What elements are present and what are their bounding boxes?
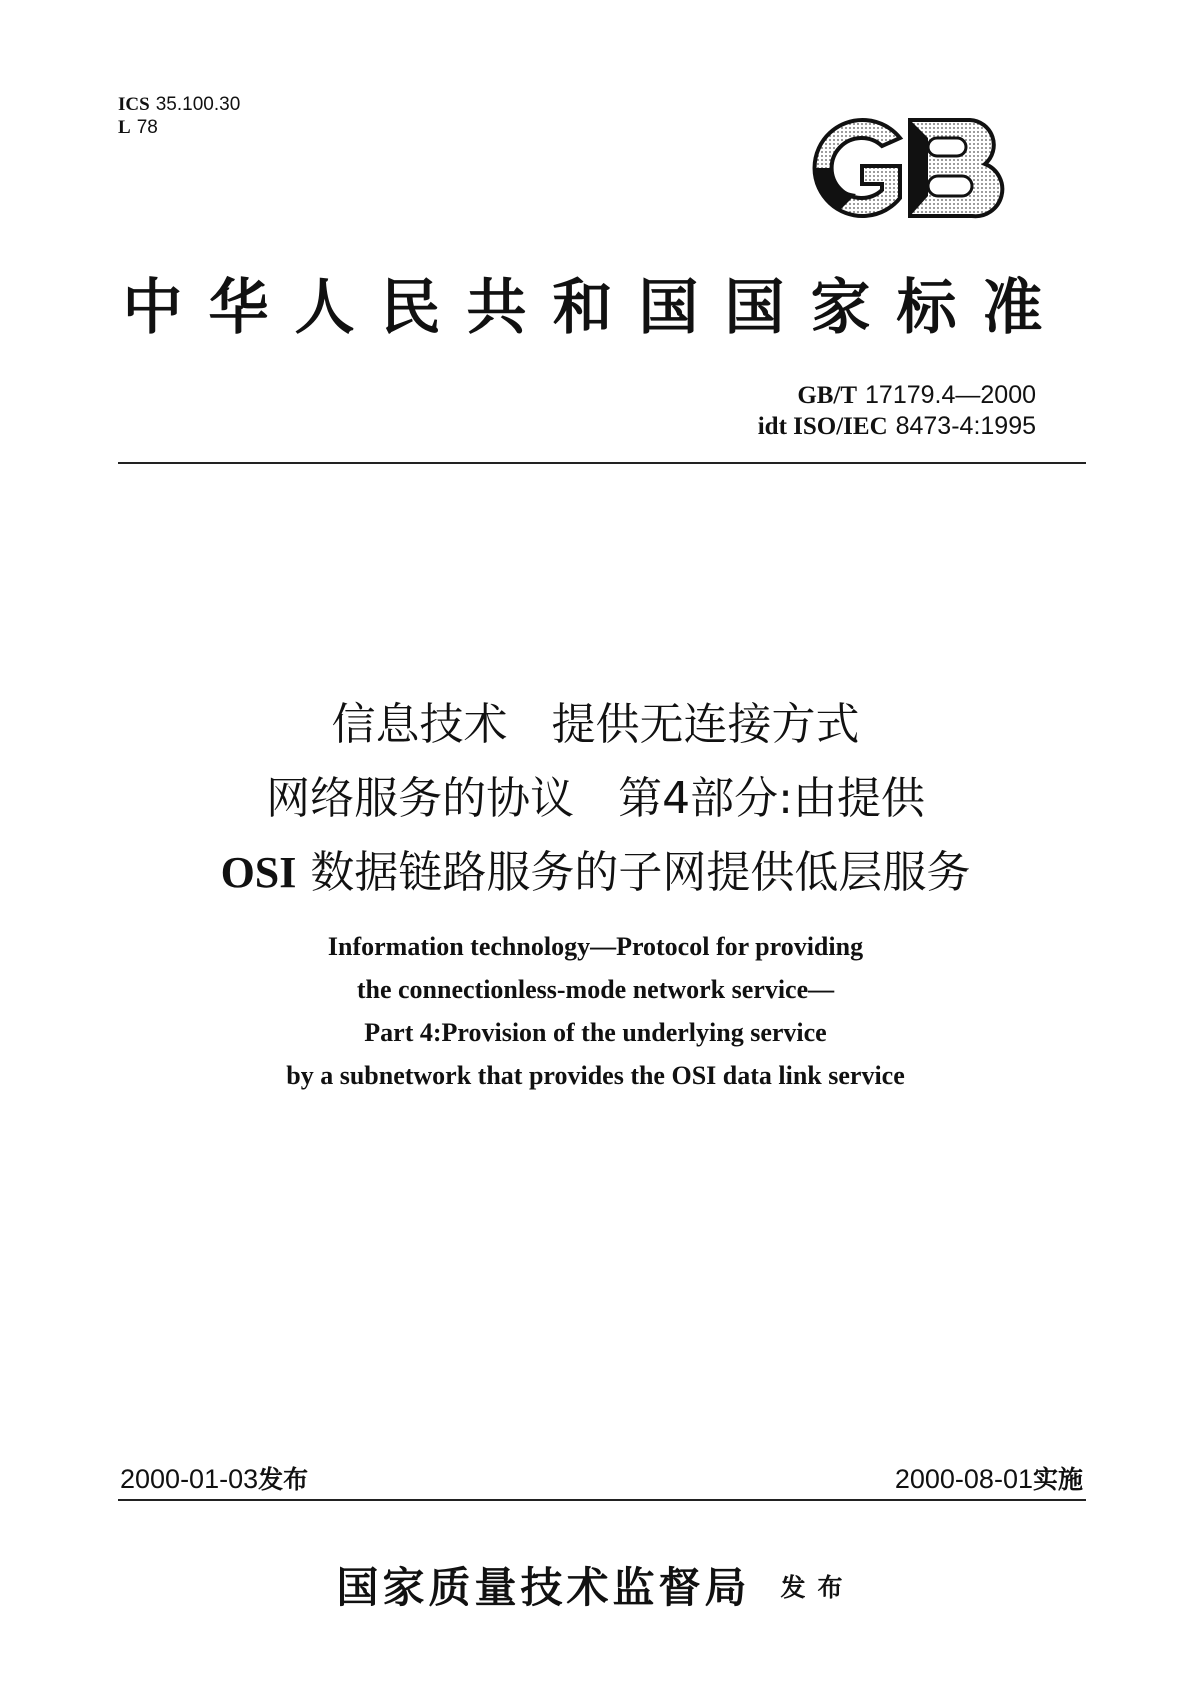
gb-logo-icon — [800, 110, 1015, 225]
standard-number-block — [758, 380, 1036, 442]
national-standard-title: 中华人民共和国国家标准 — [122, 273, 1069, 343]
header-divider — [118, 462, 1086, 464]
classification-codes — [118, 93, 240, 139]
english-title — [0, 925, 1191, 1097]
issue-date: 2000-01-03发布 — [120, 1464, 309, 1494]
chinese-title-line-3: OSI 数据链路服务的子网提供低层服务 — [220, 847, 971, 898]
effective-date: 2000-08-01实施 — [894, 1464, 1083, 1494]
issuing-authority — [0, 1555, 1191, 1615]
chinese-title-line-2: 网络服务的协议 第4部分:由提供 — [266, 773, 925, 824]
issuer-name: 国家质量技术监督局 — [336, 1563, 751, 1612]
idt-reference: idt ISO/IEC 8473-4:1995 — [757, 412, 1036, 440]
footer-divider — [118, 1499, 1086, 1501]
english-title-line-1: Information technology—Protocol for providing — [327, 932, 864, 961]
chinese-title-line-1: 信息技术 提供无连接方式 — [331, 699, 860, 750]
standard-number: GB/T 17179.4—2000 — [797, 381, 1036, 409]
clc-code: L 78 — [118, 117, 158, 138]
english-title-line-3: Part 4:Provision of the underlying service — [364, 1018, 827, 1047]
chinese-title — [0, 688, 1191, 910]
english-title-line-4: by a subnetwork that provides the OSI data link service — [286, 1061, 905, 1090]
english-title-line-2: the connectionless-mode network service— — [356, 975, 835, 1004]
ics-code: ICS 35.100.30 — [118, 94, 241, 115]
issuer-suffix: 发布 — [780, 1573, 855, 1602]
